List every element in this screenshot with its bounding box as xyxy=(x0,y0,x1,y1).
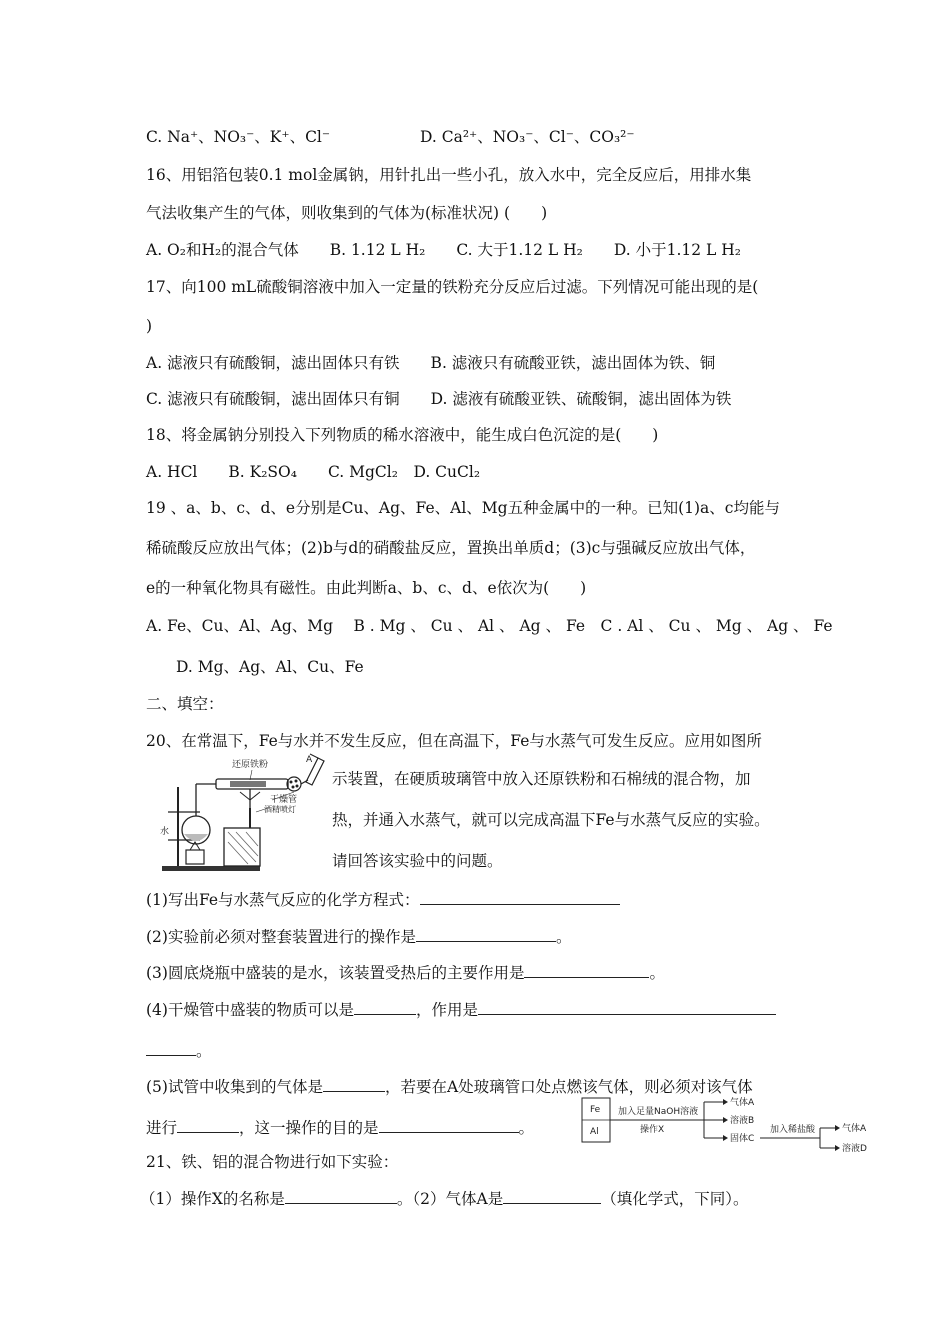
flow-fe: Fe xyxy=(590,1105,601,1115)
q16-stem-line1: 16、用铝箔包装0.1 mol金属钠，用针扎出一些小孔，放入水中，完全反应后，用排水集 xyxy=(146,166,752,184)
q20-part2: (2)实验前必须对整套装置进行的操作是 。 xyxy=(146,928,572,946)
label-a: A xyxy=(306,755,313,765)
label-dryer: 干燥管 xyxy=(270,795,298,805)
q21-stem: 21、铁、铝的混合物进行如下实验： xyxy=(146,1153,399,1171)
label-iron-powder: 还原铁粉 xyxy=(232,760,269,770)
flow-gas-a: 气体A xyxy=(730,1098,755,1108)
q18-options: A. HCl B. K₂SO₄ C. MgCl₂ D. CuCl₂ xyxy=(146,463,481,481)
answer-blank[interactable] xyxy=(323,1076,385,1092)
q17-stem-line2: ) xyxy=(146,317,153,335)
answer-blank[interactable] xyxy=(478,999,776,1015)
q20-part4-cont: 。 xyxy=(146,1040,212,1061)
q19-stem-line1: 19 、a、b、c、d、e分别是Cu、Ag、Fe、Al、Mg五种金属中的一种。已知(1)a、c均能与 xyxy=(146,499,780,517)
q20-stem-line2: 示装置，在硬质玻璃管中放入还原铁粉和石棉绒的混合物，加 xyxy=(332,770,751,788)
q19-stem-line2: 稀硫酸反应放出气体；(2)b与d的硝酸盐反应，置换出单质d；(3)c与强碱反应放出气体， xyxy=(146,539,756,557)
q19-stem-line3: e的一种氧化物具有磁性。由此判断a、b、c、d、e依次为( ) xyxy=(146,579,587,597)
flow-solid-c: 固体C xyxy=(730,1134,755,1144)
q16-options: A. O₂和H₂的混合气体 B. 1.12 L H₂ C. 大于1.12 L H₂ D. 小于1.12 L H₂ xyxy=(146,241,742,259)
answer-blank[interactable] xyxy=(146,1040,196,1056)
q20-stem-line3: 热，并通入水蒸气，就可以完成高温下Fe与水蒸气反应的实验。 xyxy=(332,811,770,829)
label-water: 水 xyxy=(160,827,170,837)
flow-al: Al xyxy=(590,1127,599,1137)
q18-stem: 18、将金属钠分别投入下列物质的稀水溶液中，能生成白色沉淀的是( ) xyxy=(146,426,659,444)
answer-blank[interactable] xyxy=(379,1117,519,1133)
q20-part5-cont: 进行 ，这一操作的目的是 。 xyxy=(146,1119,535,1137)
answer-blank[interactable] xyxy=(285,1188,397,1204)
q19-options-abc: A. Fe、Cu、Al、Ag、Mg B . Mg 、 Cu 、 Al 、 Ag 、 Fe C . Al 、 Cu 、 Mg 、 Ag 、 Fe xyxy=(146,617,833,635)
answer-blank[interactable] xyxy=(416,926,556,942)
q20-part4: (4)干燥管中盛装的物质可以是 ，作用是 xyxy=(146,999,776,1020)
apparatus-figure xyxy=(160,752,328,876)
flow-operation: 操作X xyxy=(640,1125,665,1135)
q17-options-cd: C. 滤液只有硫酸铜，滤出固体只有铜 D. 滤液有硫酸亚铁、硫酸铜，滤出固体为铁 xyxy=(146,390,732,408)
section-heading: 二、填空： xyxy=(146,695,224,713)
flow-solution-b: 溶液B xyxy=(730,1116,755,1126)
q20-part3: (3)圆底烧瓶中盛装的是水，该装置受热后的主要作用是 。 xyxy=(146,964,665,982)
flow-reagent: 加入足量NaOH溶液 xyxy=(618,1107,699,1117)
q15-option-c: C. Na⁺、NO₃⁻、K⁺、Cl⁻ xyxy=(146,128,331,146)
answer-blank[interactable] xyxy=(420,889,620,905)
q16-stem-line2: 气法收集产生的气体，则收集到的气体为(标准状况) ( ) xyxy=(146,204,548,222)
q20-part1: (1)写出Fe与水蒸气反应的化学方程式： xyxy=(146,889,620,910)
flow-chart xyxy=(580,1094,876,1156)
q20-stem-line1: 20、在常温下，Fe与水并不发生反应，但在高温下，Fe与水蒸气可发生反应。应用如图所 xyxy=(146,732,762,750)
q20-part5: (5)试管中收集到的气体是 ，若要在A处玻璃管口处点燃该气体，则必须对该气体 xyxy=(146,1078,753,1096)
answer-blank[interactable] xyxy=(354,999,416,1015)
flow-acid: 加入稀盐酸 xyxy=(770,1125,816,1135)
flow-gas-a-2: 气体A xyxy=(842,1124,867,1134)
answer-blank[interactable] xyxy=(503,1188,601,1204)
flow-solution-d: 溶液D xyxy=(842,1144,867,1154)
q17-options-ab: A. 滤液只有硫酸铜，滤出固体只有铁 B. 滤液只有硫酸亚铁，滤出固体为铁、铜 xyxy=(146,354,716,372)
q21-part1: （1）操作X的名称是 。（2）气体A是 （填化学式，下同）。 xyxy=(140,1190,749,1208)
q19-option-d: D. Mg、Ag、Al、Cu、Fe xyxy=(176,658,364,676)
q15-option-d: D. Ca²⁺、NO₃⁻、Cl⁻、CO₃²⁻ xyxy=(420,128,635,146)
label-lamp: 酒精喷灯 xyxy=(264,805,296,814)
q20-stem-line4: 请回答该实验中的问题。 xyxy=(332,852,503,870)
answer-blank[interactable] xyxy=(177,1117,239,1133)
answer-blank[interactable] xyxy=(524,962,649,978)
q17-stem-line1: 17、向100 mL硫酸铜溶液中加入一定量的铁粉充分反应后过滤。下列情况可能出现的是( xyxy=(146,278,759,296)
